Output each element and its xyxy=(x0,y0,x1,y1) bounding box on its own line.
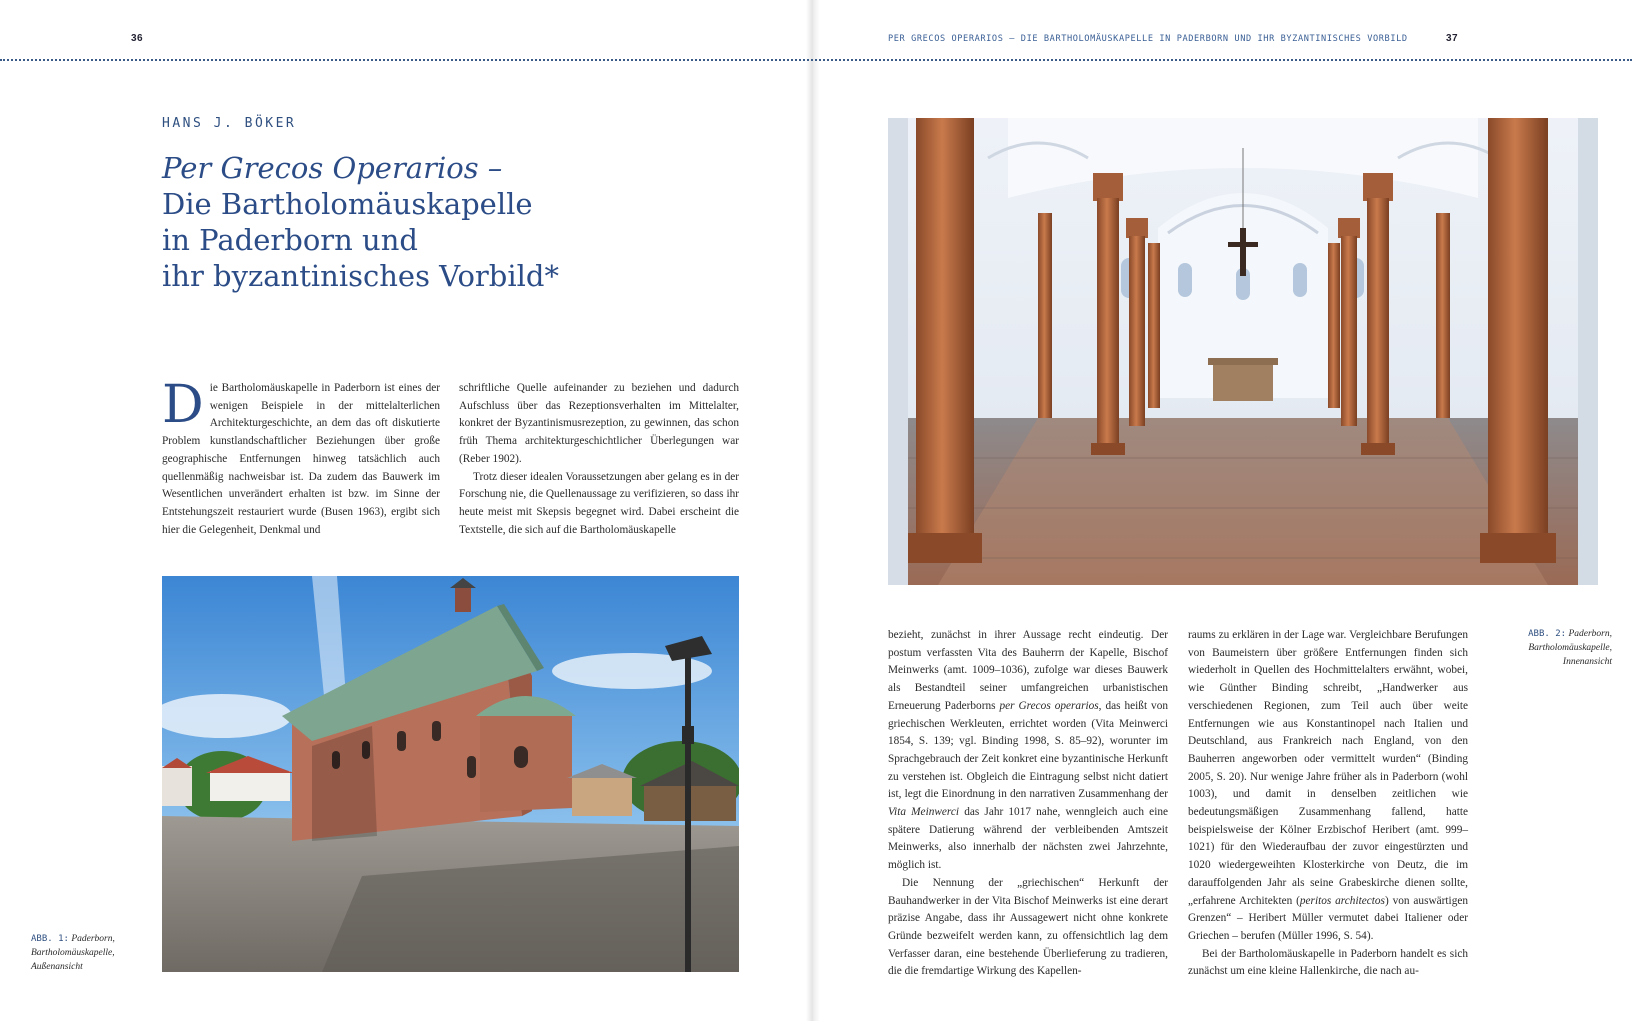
right-page xyxy=(812,0,1632,1021)
caption-abb-2-line-3: Innenansicht xyxy=(1562,657,1612,667)
right-col2-italic-1: peritos architectos xyxy=(1299,894,1385,907)
header-rule xyxy=(0,59,1632,61)
author: HANS J. BÖKER xyxy=(162,116,297,131)
caption-abb-2-label: ABB. 2: xyxy=(1528,629,1567,639)
right-col1-italic-1: per Grecos operarios xyxy=(999,699,1099,712)
right-column-1 xyxy=(888,627,1168,981)
left-column-1 xyxy=(162,375,440,539)
right-col1-paragraph-2: Die Nennung der „griechischen“ Herkunft der Bauhandwerker in der Vita Bischof Meinwerks ist eine derart präzise Angabe, dass ihr Aussagewert nicht ohne konkrete Gründe bezweifelt werden kann, zu offensichtlich lag dem Verfasser daran, eine bestehende Überlieferung zu tradieren, die die fremdartige Wirkung des Kapellen- xyxy=(888,876,1168,978)
page-number-left: 36 xyxy=(131,33,144,44)
title-line-2: Die Bartholomäuskapelle xyxy=(162,187,533,221)
right-col1-text-a: bezieht, zunächst in ihrer Aussage recht eindeutig. Der postum verfassten Vita des Bauherrn der Kapelle, Bischof Meinwerks (amt. 1009–1036), zufolge war dieses Bauwerk als Bestandteil seiner umfangreichen urbanistischen Erneuerung Paderborns xyxy=(888,629,1168,712)
title-line-3: in Paderborn und xyxy=(162,223,418,257)
left-page xyxy=(0,0,812,1021)
right-col1-italic-2: Vita Meinwerci xyxy=(888,806,960,819)
right-col1-paragraph-1 xyxy=(888,627,1168,875)
right-col2-text-b: ) von auswärtigen Grenzen“ – Heribert Müller vermutet dabei Italiener oder Griechen – berufen (Müller 1996, S. 54). xyxy=(1188,894,1468,942)
caption-abb-1-line-2: Bartholomäuskapelle, xyxy=(31,948,115,958)
interior-photo xyxy=(888,118,1598,585)
left-column-2 xyxy=(459,380,739,539)
caption-abb-2-line-2: Bartholomäuskapelle, xyxy=(1528,643,1612,653)
exterior-photo xyxy=(162,576,739,972)
caption-abb-1-line-1: Paderborn, xyxy=(71,934,115,944)
left-col1-text: ie Bartholomäuskapelle in Paderborn ist eines der wenigen Beispiele in der mittelalterlichen Architekturgeschichte, an dem das oft diskutierte Problem kunstlandschaftlicher Beziehungen über große geographische Entfernungen hinweg tatsächlich auch quellenmäßig nachweisbar ist. Da zudem das Bauwerk im Wesentlichen unverändert erhalten ist bzw. im Sinne der Entstehungszeit restauriert wurde (Busen 1963), ergibt sich hier die Gelegenheit, Denkmal und xyxy=(162,382,440,536)
caption-abb-1 xyxy=(31,932,141,974)
right-col2-paragraph-2: Bei der Bartholomäuskapelle in Paderborn handelt es sich zunächst um eine kleine Hallenkirche, die nach au- xyxy=(1188,947,1468,978)
caption-abb-2-line-1: Paderborn, xyxy=(1568,629,1612,639)
caption-abb-1-line-3: Außenansicht xyxy=(31,962,83,972)
drop-cap: D xyxy=(162,375,204,435)
left-col2-paragraph-1: schriftliche Quelle aufeinander zu beziehen und dadurch Aufschluss über das Rezeptionsverhalten im Mittelalter, konkret der Byzantinismusrezeption, zu gewinnen, das schon früh Thema architekturgeschichtlicher Überlegungen war (Reber 1902). xyxy=(459,382,739,465)
title-line-4: ihr byzantinisches Vorbild* xyxy=(162,259,559,293)
right-col2-paragraph-1 xyxy=(1188,627,1468,946)
left-col2-paragraph-2: Trotz dieser idealen Voraussetzungen aber gelang es in der Forschung nie, die Quellenaussage zu verifizieren, so dass ihr heute meist mit Skepsis begegnet wird. Dabei erscheint die Textstelle, die sich auf die Bartholomäuskapelle xyxy=(459,470,739,536)
caption-abb-2 xyxy=(1480,627,1612,669)
page-gutter xyxy=(806,0,820,1021)
article-title xyxy=(162,150,722,294)
running-head: PER GRECOS OPERARIOS – DIE BARTHOLOMÄUSKAPELLE IN PADERBORN UND IHR BYZANTINISCHES VORBILD xyxy=(888,34,1408,44)
right-col2-text-a: raums zu erklären in der Lage war. Vergleichbare Berufungen von Baumeistern über größere Entfernungen finden sich wiederholt in Quellen des Hochmittelalters erwähnt, wobei, wie Günther Binding schreibt, „Handwerker aus verschiedenen Regionen, zum Teil auch über weite Entfernungen wie aus Konstantinopel nach Italien und Deutschland, aus Frankreich nach England, von den Bauherren angeworben oder vermittelt wurden“ (Binding 2005, S. 20). Nur wenige Jahre früher als in Paderborn (wohl 1003), und damit in denselben zeitlichen wie bedeutungsmäßigen Zusammenhang fallend, hatte beispielsweise der Kölner Erzbischof Heribert (amt. 999–1021) für den Wiederaufbau der zuvor eingestürzten und 1020 wiedergeweihten Klosterkirche von Deutz, die im darauffolgenden Jahr als seine Grabeskirche dienen sollte, „erfahrene Architekten ( xyxy=(1188,629,1468,907)
right-column-2 xyxy=(1188,627,1468,981)
title-line-1: Per Grecos Operarios – xyxy=(162,151,503,185)
caption-abb-1-label: ABB. 1: xyxy=(31,934,69,944)
right-col1-text-b: , das heißt von griechischen Werkleuten, errichtet worden (Vita Meinwerci 1854, S. 139; vgl. Binding 1998, S. 85–92), worunter im Sprachgebrauch der Zeit konkret eine byzantinische Herkunft zu verstehen ist. Obgleich die Eintragung selbst nicht datiert ist, legt die Einordnung in den narrativen Zusammenhang der xyxy=(888,699,1169,801)
right-col1-text-c: das Jahr 1017 nahe, wenngleich auch eine spätere Datierung während der verbleibenden Amtszeit Meinwerks, also innerhalb der nächsten zwei Jahrzehnte, möglich ist. xyxy=(888,806,1169,872)
page-number-right: 37 xyxy=(1446,33,1459,44)
